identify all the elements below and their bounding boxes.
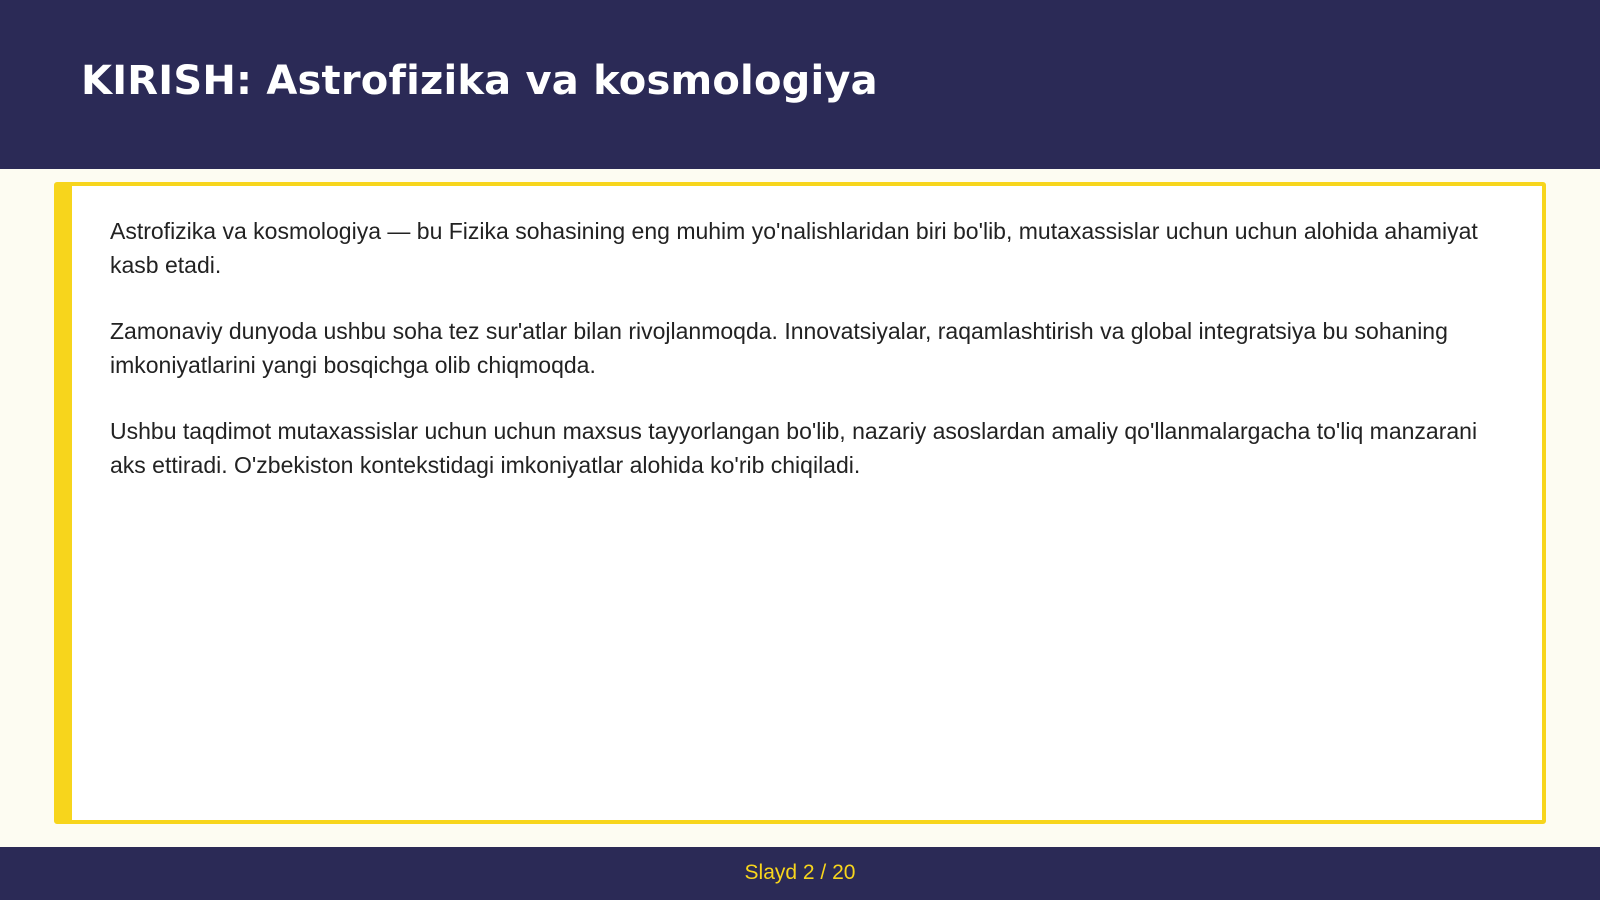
slide-body <box>110 214 1510 514</box>
slide-footer <box>0 847 1600 900</box>
slide-title: KIRISH: Astrofizika va kosmologiya <box>81 58 878 104</box>
paragraph-2: Zamonaviy dunyoda ushbu soha tez sur'atlar bilan rivojlanmoqda. Innovatsiyalar, raqamlashtirish va global integratsiya bu sohaning imkoniyatlarini yangi bosqichga olib chiqmoqda. <box>110 318 1448 378</box>
slide-header <box>0 0 1600 169</box>
slide-counter: Slayd 2 / 20 <box>744 861 856 884</box>
paragraph-3: Ushbu taqdimot mutaxassislar uchun uchun maxsus tayyorlangan bo'lib, nazariy asoslardan amaliy qo'llanmalargacha to'liq manzarani aks ettiradi. O'zbekiston kontekstidagi imkoniyatlar alohida ko'rib chiqiladi. <box>110 418 1478 478</box>
paragraph-1: Astrofizika va kosmologiya — bu Fizika sohasining eng muhim yo'nalishlaridan biri bo'lib, mutaxassislar uchun uchun alohida ahamiyat kasb etadi. <box>110 218 1478 278</box>
content-panel <box>54 182 1546 824</box>
